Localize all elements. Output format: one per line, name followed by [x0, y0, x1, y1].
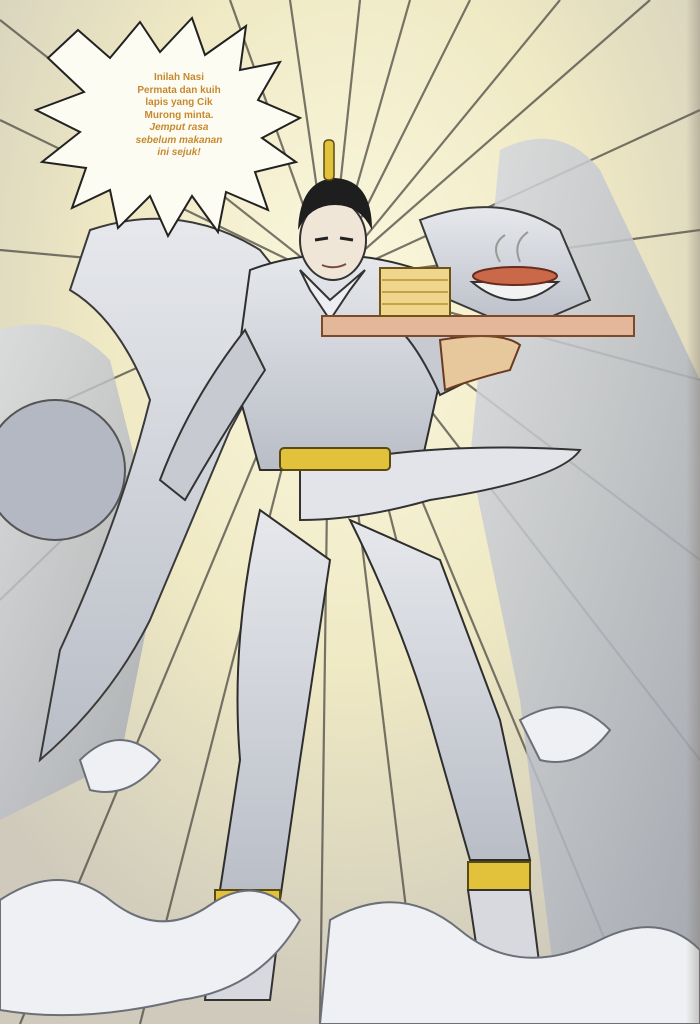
left-disc	[0, 400, 125, 540]
bubble-line-1: Inilah Nasi	[153, 72, 204, 83]
tray	[322, 316, 634, 336]
nasi-permata	[473, 267, 557, 285]
right-boot-cuff	[468, 862, 530, 890]
bubble-line-7: ini sejuk!	[157, 147, 201, 158]
bubble-line-5: Jemput rasa	[149, 122, 209, 133]
bubble-line-2: Permata dan kuih	[137, 84, 221, 96]
bubble-line-6: sebelum makanan	[135, 134, 223, 146]
topknot	[324, 140, 334, 180]
bubble-line-3: lapis yang Cik	[145, 97, 213, 108]
page-spine-shadow	[686, 0, 700, 1024]
bubble-line-4: Murong minta.	[144, 109, 214, 121]
belt	[280, 448, 390, 470]
speech-bubble-text	[120, 72, 238, 160]
